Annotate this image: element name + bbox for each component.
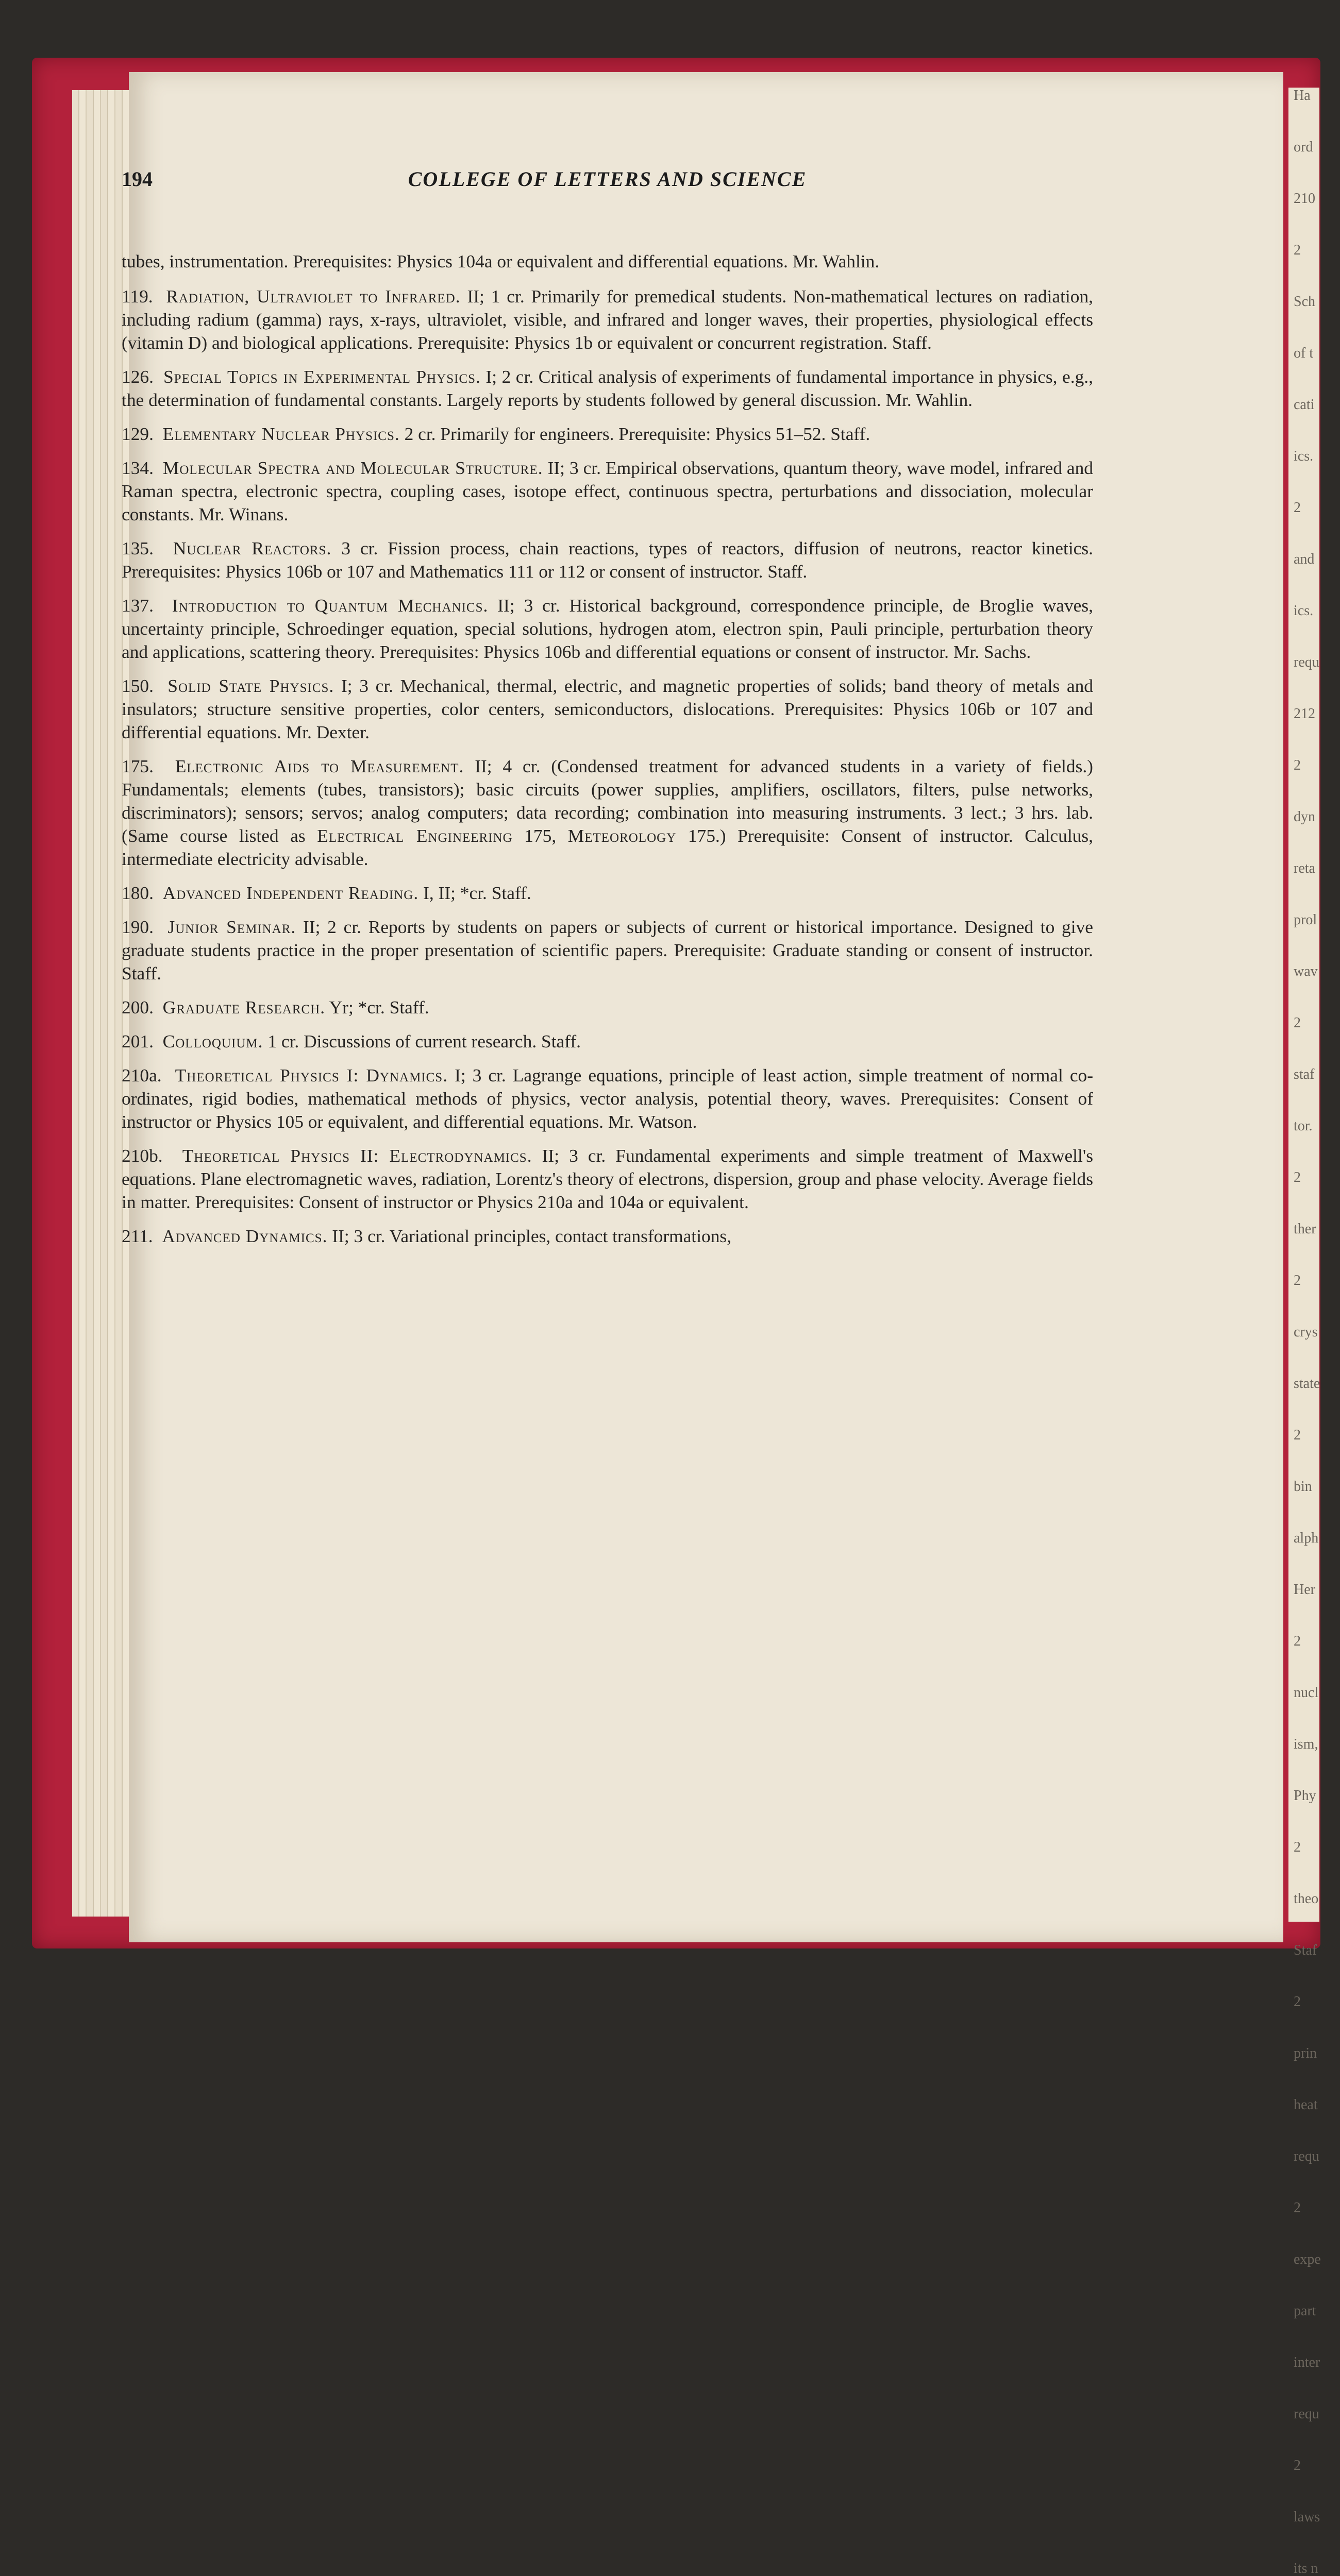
course-title: Advanced Dynamics.	[162, 1226, 328, 1246]
course-entry	[122, 1144, 1093, 1214]
course-description: 1 cr. Discussions of current research. Staff.	[267, 1031, 581, 1052]
facing-page-fragment: 2	[1294, 757, 1301, 773]
facing-page-fragment: 2	[1294, 1015, 1301, 1031]
course-number: 134.	[122, 457, 154, 478]
facing-page-fragment: 2	[1294, 242, 1301, 258]
course-entry	[122, 674, 1093, 744]
course-title: Special Topics in Experimental Physics.	[163, 366, 481, 387]
facing-page-fragment: Her	[1294, 1582, 1315, 1598]
course-entry	[122, 916, 1093, 985]
course-title: Theoretical Physics II: Electrodynamics.	[182, 1145, 532, 1166]
course-entry	[122, 996, 1093, 1019]
facing-page-edge	[1288, 88, 1321, 2576]
facing-page-fragment: 210	[1294, 191, 1315, 207]
course-description: 3 cr. Fission process, chain reactions, types of reactors, diffusion of neutrons, reactor kinetics. Prerequisites: Physics 106b or 107 and Mathematics 111 or 112 or consent of instructor. Staff.	[122, 538, 1093, 582]
cross-reference: Meteorology	[567, 825, 677, 846]
course-title: Molecular Spectra and Molecular Structure.	[162, 457, 543, 478]
course-entry	[122, 422, 1093, 446]
facing-page-fragment: tor.	[1294, 1118, 1313, 1134]
facing-page-fragment: of t	[1294, 345, 1314, 361]
course-entry	[122, 456, 1093, 526]
page-header	[122, 167, 1093, 198]
running-head: COLLEGE OF LETTERS AND SCIENCE	[408, 167, 807, 191]
course-number: 129.	[122, 423, 154, 444]
course-description: 175.) Prerequisite: Consent of instructor. Calculus, intermediate electricity advisable.	[122, 825, 1093, 869]
course-entry	[122, 1225, 1093, 1248]
course-description: 175,	[524, 825, 557, 846]
course-number: 190.	[122, 917, 154, 937]
course-entry	[122, 365, 1093, 412]
course-description: II; 4 cr. (Condensed treatment for advanced students in a variety of fields.) Fundamentals; elements (tubes, transistors); basic circuits (power supplies, amplifiers, oscillators, filters, pulse networks, discriminators); sensors; servos; analog computers; data recording; combination into measuring instruments. 3 lect.; 3 hrs. lab. (Same course listed as	[122, 756, 1093, 846]
facing-page-fragment: Phy	[1294, 1788, 1316, 1804]
course-entry	[122, 1064, 1093, 1133]
course-entry	[122, 537, 1093, 583]
facing-page-fragment: prol	[1294, 912, 1317, 928]
facing-page-fragment: dyn	[1294, 809, 1315, 825]
facing-page-fragment: laws	[1294, 2509, 1320, 2525]
facing-page-fragment: ther	[1294, 1221, 1316, 1237]
course-entry	[122, 285, 1093, 354]
facing-page-fragment: 2	[1294, 2458, 1301, 2473]
facing-page-fragment: alph	[1294, 1530, 1319, 1546]
course-number: 210b.	[122, 1145, 163, 1166]
facing-page-fragment: staf	[1294, 1066, 1315, 1082]
facing-page-fragment: expe	[1294, 2251, 1321, 2267]
course-title: Electronic Aids to Measurement.	[175, 756, 464, 776]
facing-page-fragment: part	[1294, 2303, 1316, 2319]
course-description: II; 3 cr. Historical background, correspondence principle, de Broglie waves, uncertainty principle, Schroedinger equation, special solutions, hydrogen atom, electron spin, Pauli principle, perturbation theory and applications, scattering theory. Prerequisites: Physics 106b and differential equations or consent of instructor. Mr. Sachs.	[122, 595, 1093, 662]
facing-page-fragment: prin	[1294, 2045, 1317, 2061]
course-entry	[122, 882, 1093, 905]
course-description: II; 3 cr. Variational principles, contact transformations,	[332, 1226, 732, 1246]
facing-page-fragment: nucl	[1294, 1685, 1319, 1701]
continued-paragraph: tubes, instrumentation. Prerequisites: Physics 104a or equivalent and differential equations. Mr. Wahlin.	[122, 251, 880, 272]
facing-page-fragment: 2	[1294, 2200, 1301, 2216]
course-description: II; 2 cr. Reports by students on papers or subjects of current or historical importance. Designed to give graduate students practice in the proper presentation of scientific papers. Prerequisite: Graduate standing or consent of instructor. Staff.	[122, 917, 1093, 984]
facing-page-fragment: ism,	[1294, 1736, 1318, 1752]
course-description: I; 3 cr. Lagrange equations, principle of least action, simple treatment of normal co-ordinates, rigid bodies, mathematical methods of physics, vector analysis, potential theory, waves. Prerequisites: Consent of instructor or Physics 105 or equivalent, and differential equations. Mr. Watson.	[122, 1065, 1094, 1132]
course-title: Radiation, Ultraviolet to Infrared.	[166, 286, 461, 307]
page-body	[122, 250, 1093, 1259]
course-description: II; 3 cr. Fundamental experiments and simple treatment of Maxwell's equations. Plane electromagnetic waves, radiation, Lorentz's theory of electrons, dispersion, group and phase velocity. Average fields in matter. Prerequisites: Consent of instructor or Physics 210a and 104a or equivalent.	[122, 1145, 1093, 1212]
facing-page-fragment: requ	[1294, 654, 1319, 670]
facing-page-fragment: Sch	[1294, 294, 1315, 310]
course-number: 150.	[122, 675, 154, 696]
facing-page-fragment: ics.	[1294, 603, 1314, 619]
facing-page-fragment: Staf	[1294, 1942, 1317, 1958]
course-number: 137.	[122, 595, 154, 616]
facing-page-fragment: wav	[1294, 963, 1318, 979]
course-number: 175.	[122, 756, 154, 776]
course-entry	[122, 1030, 1093, 1053]
facing-page-fragment: ics.	[1294, 448, 1314, 464]
facing-page-fragment: its n	[1294, 2561, 1318, 2576]
facing-page-fragment: heat	[1294, 2097, 1318, 2113]
facing-page-fragment: requ	[1294, 2406, 1319, 2422]
course-number: 201.	[122, 1031, 154, 1052]
course-title: Colloquium.	[162, 1031, 263, 1052]
facing-page-fragment: crys	[1294, 1324, 1318, 1340]
course-description: 2 cr. Primarily for engineers. Prerequisite: Physics 51–52. Staff.	[404, 423, 870, 444]
cross-reference: Electrical Engineering	[317, 825, 513, 846]
facing-page-fragment: theo	[1294, 1891, 1319, 1907]
course-title: Introduction to Quantum Mechanics.	[172, 595, 489, 616]
facing-page-fragment: 2	[1294, 500, 1301, 516]
facing-page-fragment: requ	[1294, 2148, 1319, 2164]
facing-page-fragment: Ha	[1294, 88, 1311, 104]
course-title: Solid State Physics.	[167, 675, 334, 696]
course-title: Advanced Independent Reading.	[162, 883, 419, 903]
facing-page-fragment: and	[1294, 551, 1315, 567]
facing-page-fragment: reta	[1294, 860, 1315, 876]
course-description: II; 3 cr. Empirical observations, quantum theory, wave model, infrared and Raman spectra, electronic spectra, coupling cases, isotope effect, continuous spectra, perturbations and dissociation, molecular constants. Mr. Winans.	[122, 457, 1093, 524]
course-number: 210a.	[122, 1065, 162, 1086]
course-entry	[122, 594, 1093, 664]
course-number: 211.	[122, 1226, 153, 1246]
facing-page-fragment: 2	[1294, 1170, 1301, 1185]
facing-page-fragment: 212	[1294, 706, 1315, 722]
course-description: I; 3 cr. Mechanical, thermal, electric, and magnetic properties of solids; band theory of metals and insulators; structure sensitive properties, color centers, semiconductors, dislocations. Prerequisites: Physics 106b or 107 and differential equations. Mr. Dexter.	[122, 675, 1093, 742]
facing-page-fragment: inter	[1294, 2354, 1320, 2370]
course-description: II; 1 cr. Primarily for premedical students. Non-mathematical lectures on radiation, including radium (gamma) rays, x-rays, ultraviolet, visible, and infrared and longer waves, their properties, physiological effects (vitamin D) and biological applications. Prerequisite: Physics 1b or equivalent or concurrent registration. Staff.	[122, 286, 1093, 353]
facing-page-fragment: 2	[1294, 1633, 1301, 1649]
facing-page-fragment: ord	[1294, 139, 1313, 155]
course-title: Junior Seminar.	[167, 917, 296, 937]
course-title: Graduate Research.	[162, 997, 326, 1018]
facing-page-fragment: 2	[1294, 1273, 1301, 1289]
course-description: I, II; *cr. Staff.	[423, 883, 531, 903]
facing-page-fragment: 2	[1294, 1427, 1301, 1443]
course-number: 180.	[122, 883, 154, 903]
course-entry	[122, 755, 1093, 871]
course-number: 126.	[122, 366, 154, 387]
course-number: 200.	[122, 997, 154, 1018]
facing-page-fragment: bin	[1294, 1479, 1312, 1495]
course-number: 119.	[122, 286, 153, 307]
course-title: Nuclear Reactors.	[173, 538, 332, 558]
facing-page-fragment: 2	[1294, 1839, 1301, 1855]
course-description: Yr; *cr. Staff.	[329, 997, 429, 1018]
course-description: I; 2 cr. Critical analysis of experiments of fundamental importance in physics, e.g., the determination of fundamental constants. Largely reports by students followed by general discussion. Mr. Wahlin.	[122, 366, 1093, 410]
course-title: Elementary Nuclear Physics.	[162, 423, 400, 444]
page-number: 194	[122, 167, 153, 191]
course-number: 135.	[122, 538, 154, 558]
course-title: Theoretical Physics I: Dynamics.	[175, 1065, 448, 1086]
facing-page-fragment: cati	[1294, 397, 1315, 413]
facing-page-fragment: state	[1294, 1376, 1320, 1392]
facing-page-fragment: 2	[1294, 1994, 1301, 2010]
